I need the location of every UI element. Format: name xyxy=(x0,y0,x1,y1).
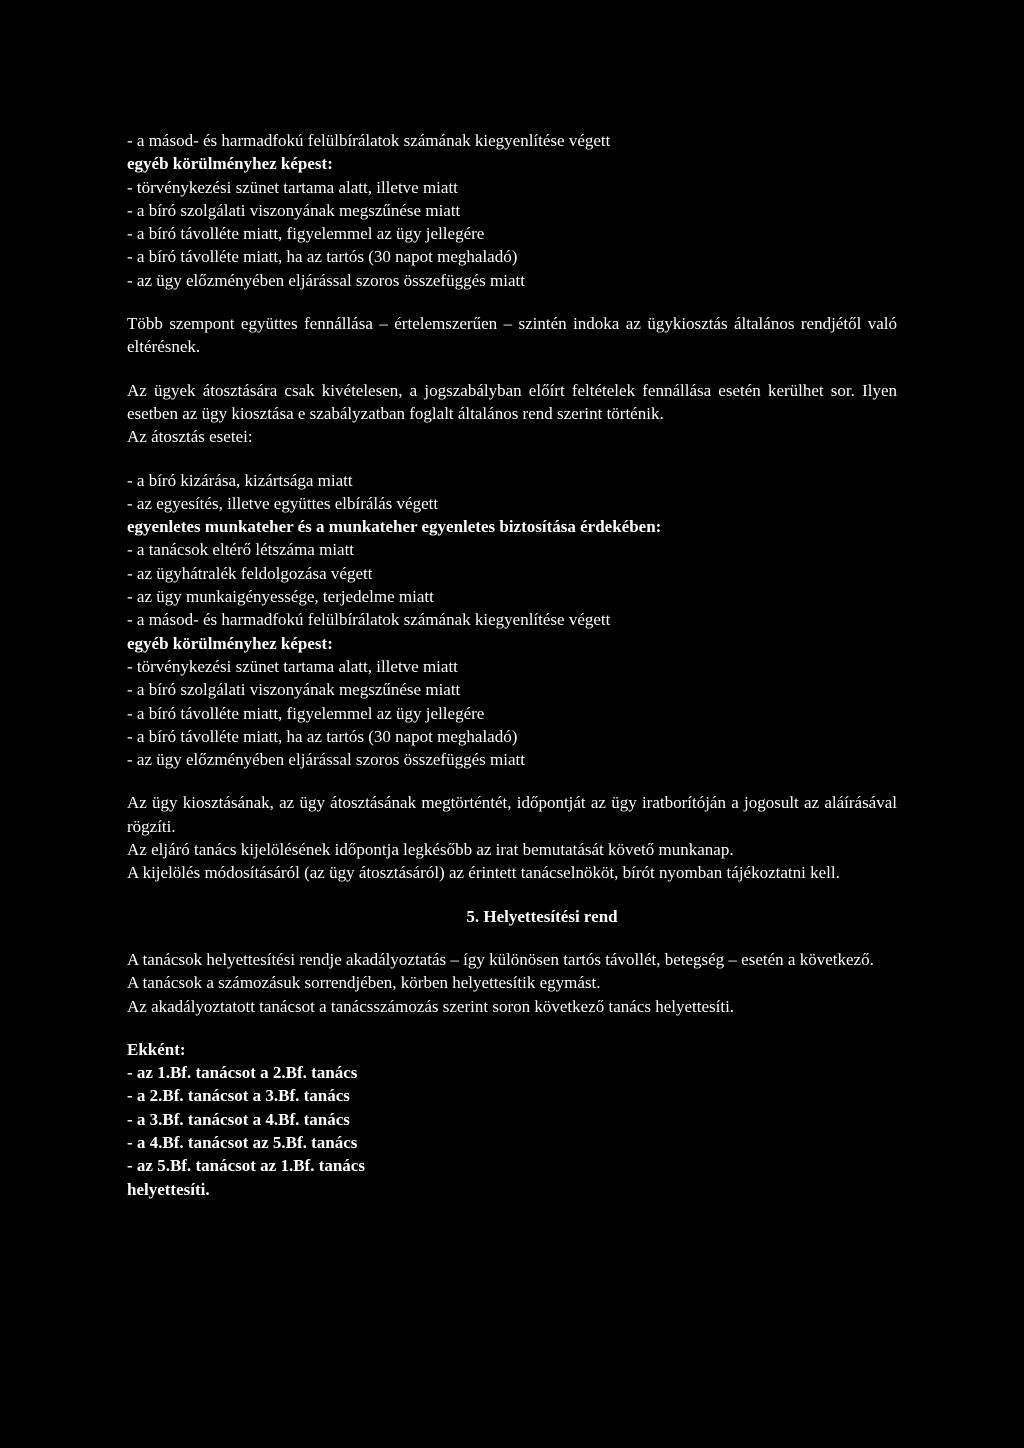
section-heading: 5. Helyettesítési rend xyxy=(466,906,618,926)
paragraph-assignment-record xyxy=(127,791,897,884)
paragraph-line: Az eljáró tanács kijelölésének időpontja legkésőbb az irat bemutatását követő munkanap. xyxy=(127,840,734,860)
list-item: - az ügy előzményében eljárással szoros összefüggés miatt xyxy=(127,270,525,290)
list-item: - a 4.Bf. tanácsot az 5.Bf. tanács xyxy=(127,1132,358,1152)
list-item: - törvénykezési szünet tartama alatt, illetve miatt xyxy=(127,656,458,676)
section-substitution-text xyxy=(127,948,897,1018)
list-subheading: egyéb körülményhez képest: xyxy=(127,633,333,653)
list-item: - a bíró távolléte miatt, ha az tartós (30 napot meghaladó) xyxy=(127,726,518,746)
list-item: - az ügyhátralék feldolgozása végett xyxy=(127,563,373,583)
list-item: - az 5.Bf. tanácsot az 1.Bf. tanács xyxy=(127,1156,365,1176)
list-grounds-continued xyxy=(127,129,897,292)
paragraph-line: A kijelölés módosításáról (az ügy átosztásáról) az érintett tanácselnököt, bírót nyomban tájékoztatni kell. xyxy=(127,863,840,883)
list-item: - az ügy előzményében eljárással szoros összefüggés miatt xyxy=(127,750,525,770)
list-item: - a 2.Bf. tanácsot a 3.Bf. tanács xyxy=(127,1086,350,1106)
list-item: - a bíró távolléte miatt, figyelemmel az ügy jellegére xyxy=(127,224,485,244)
list-item: - a bíró szolgálati viszonyának megszűnése miatt xyxy=(127,680,461,700)
paragraph-line: Az ügy kiosztásának, az ügy átosztásának megtörténtét, időpontját az ügy iratborítóján a jogosult az aláírásával rögzíti. xyxy=(127,793,897,836)
paragraph-reassignment: Az ügyek átosztására csak kivételesen, a jogszabályban előírt feltételek fennállása esetén kerülhet sor. Ilyen esetben az ügy kiosztása e szabályzatban foglalt általános rend szerint történik. xyxy=(127,380,897,423)
list-item: - az ügy munkaigényessége, terjedelme miatt xyxy=(127,587,434,607)
list-item: - a másod- és harmadfokú felülbírálatok számának kiegyenlítése végett xyxy=(127,131,611,150)
list-item: - törvénykezési szünet tartama alatt, illetve miatt xyxy=(127,177,458,197)
list-item: - a másod- és harmadfokú felülbírálatok számának kiegyenlítése végett xyxy=(127,610,611,630)
list-reassignment-cases xyxy=(127,469,897,772)
list-item: - a tanácsok eltérő létszáma miatt xyxy=(127,540,355,560)
substitution-order-list xyxy=(127,1038,897,1201)
list-item: - a 3.Bf. tanácsot a 4.Bf. tanács xyxy=(127,1109,350,1129)
list-item: - a bíró szolgálati viszonyának megszűnése miatt xyxy=(127,200,461,220)
reassignment-cases-label: Az átosztás esetei: xyxy=(127,427,253,447)
list-item: - a bíró kizárása, kizártsága miatt xyxy=(127,470,353,490)
document-page xyxy=(127,129,897,1201)
paragraph-line: Az akadályoztatott tanácsot a tanácsszámozás szerint soron következő tanács helyettesíti. xyxy=(127,996,735,1016)
list-subheading: Ekként: xyxy=(127,1039,186,1059)
paragraph-multiple-grounds: Több szempont együttes fennállása – értelemszerűen – szintén indoka az ügykiosztás általános rendjétől való eltérésnek. xyxy=(127,314,897,357)
list-item: - az 1.Bf. tanácsot a 2.Bf. tanács xyxy=(127,1063,358,1083)
paragraph-line: A tanácsok a számozásuk sorrendjében, körben helyettesítik egymást. xyxy=(127,973,601,993)
list-subheading: egyenletes munkateher és a munkateher egyenletes biztosítása érdekében: xyxy=(127,517,662,537)
list-closing: helyettesíti. xyxy=(127,1179,210,1199)
list-subheading: egyéb körülményhez képest: xyxy=(127,154,333,174)
list-item: - a bíró távolléte miatt, figyelemmel az ügy jellegére xyxy=(127,703,485,723)
list-item: - a bíró távolléte miatt, ha az tartós (30 napot meghaladó) xyxy=(127,247,518,267)
list-item: - az egyesítés, illetve együttes elbírálás végett xyxy=(127,493,439,513)
paragraph-line: A tanácsok helyettesítési rendje akadályoztatás – így különösen tartós távollét, betegség – esetén a következő. xyxy=(127,949,874,969)
